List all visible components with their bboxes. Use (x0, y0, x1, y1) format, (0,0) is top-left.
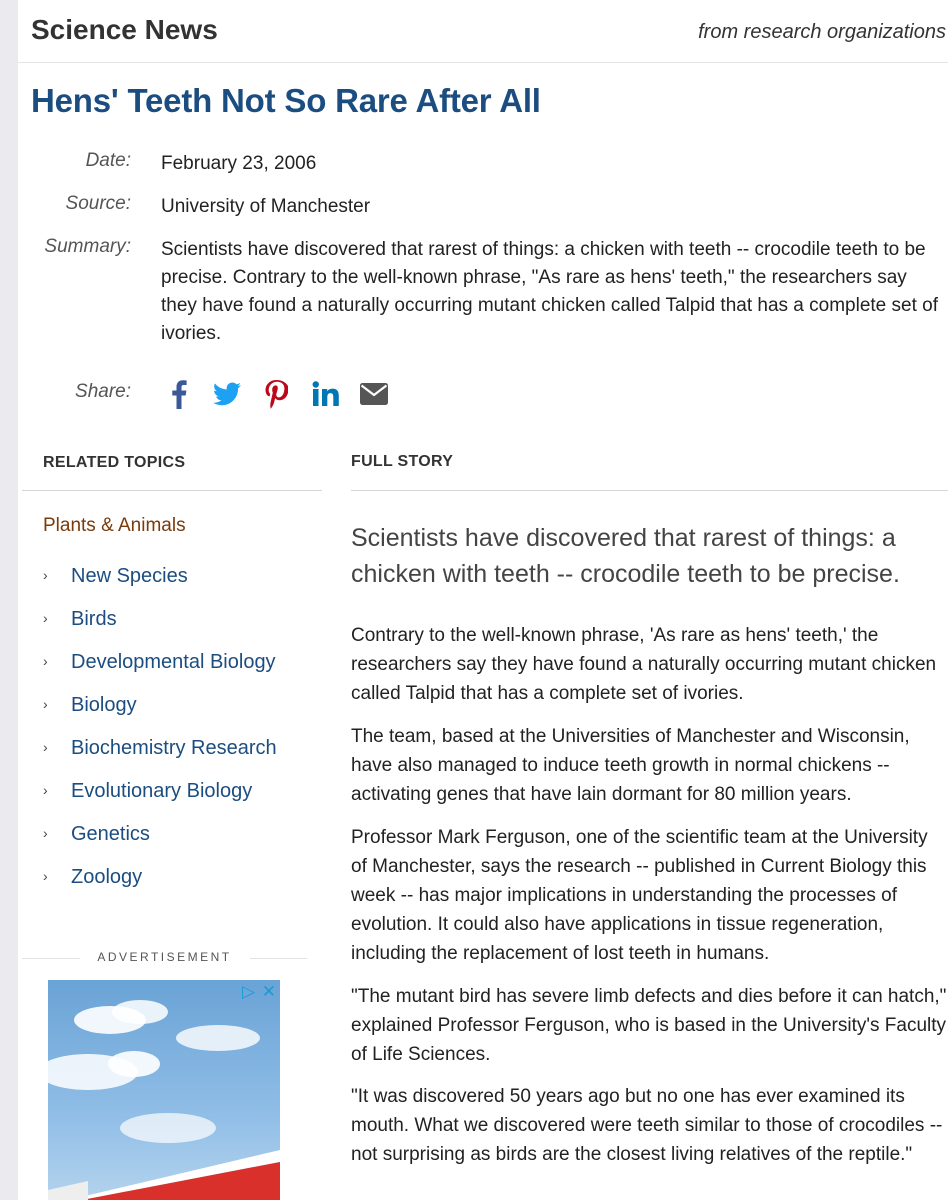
source-label: Source: (65, 193, 131, 214)
topic-item[interactable] (43, 778, 313, 808)
advertisement-label: ADVERTISEMENT (97, 950, 232, 964)
adchoices-icon[interactable]: ▷ (241, 982, 256, 1001)
ad-artwork (48, 980, 280, 1200)
chevron-right-icon: › (43, 653, 48, 669)
chevron-right-icon: › (43, 825, 48, 841)
site-brand[interactable]: Science News (31, 14, 218, 45)
story-paragraph: "It was discovered 50 years ago but no one has ever examined its mouth. What we discovered were teeth similar to those of crocodiles -- not surprising as birds are the closest living relatives of the reptile." (351, 1086, 943, 1165)
story-paragraph: Contrary to the well-known phrase, 'As rare as hens' teeth,' the researchers say they have found a naturally occurring mutant chicken called Talpid that has a complete set of ivories. (351, 625, 937, 704)
chevron-right-icon: › (43, 782, 48, 798)
story-paragraph: "The mutant bird has severe limb defects and dies before it can hatch," explained Professor Ferguson, who is based in the University's Faculty of Life Sciences. (351, 986, 947, 1065)
topic-item[interactable] (43, 735, 313, 765)
left-margin-strip (0, 0, 18, 1200)
twitter-icon[interactable] (211, 376, 243, 412)
facebook-icon[interactable] (165, 376, 193, 412)
related-topics-heading: RELATED TOPICS (43, 454, 186, 471)
summary-label: Summary: (44, 236, 131, 257)
topic-link[interactable]: Developmental Biology (71, 651, 276, 673)
chevron-right-icon: › (43, 696, 48, 712)
related-topics-divider (22, 490, 322, 491)
chevron-right-icon: › (43, 868, 48, 884)
topic-item[interactable] (43, 821, 313, 851)
topic-item[interactable] (43, 864, 313, 894)
topic-item[interactable] (43, 692, 313, 722)
full-story-heading: FULL STORY (351, 453, 454, 470)
date-value: February 23, 2006 (161, 153, 317, 174)
topic-link[interactable]: Genetics (71, 823, 150, 845)
story-paragraph: Professor Mark Ferguson, one of the scientific team at the University of Manchester, says the research -- published in Current Biology this week -- has major implications in understanding the processes of evolution. It could also have applications in tissue regeneration, including the replacement of lost teeth in humans. (351, 827, 928, 964)
linkedin-icon[interactable] (309, 376, 343, 412)
story-paragraph: The team, based at the Universities of Manchester and Wisconsin, have also managed to induce teeth growth in normal chickens -- activating genes that have lain dormant for 80 million years. (351, 726, 910, 805)
chevron-right-icon: › (43, 567, 48, 583)
pinterest-icon[interactable] (261, 376, 291, 412)
topic-item[interactable] (43, 649, 313, 679)
article-headline: Hens' Teeth Not So Rare After All (31, 82, 541, 119)
chevron-right-icon: › (43, 739, 48, 755)
site-tagline: from research organizations (698, 21, 946, 43)
header-divider (18, 62, 948, 63)
full-story-divider (351, 490, 948, 491)
topic-link[interactable]: Biology (71, 694, 137, 716)
topic-item[interactable] (43, 606, 313, 636)
topic-link[interactable]: Biochemistry Research (71, 737, 277, 759)
topic-link[interactable]: New Species (71, 565, 188, 587)
topic-item[interactable] (43, 563, 313, 593)
story-lead: Scientists have discovered that rarest of things: a chicken with teeth -- crocodile teeth to be precise. (351, 524, 900, 588)
date-label: Date: (85, 150, 131, 171)
topic-link[interactable]: Zoology (71, 866, 143, 888)
topic-link[interactable]: Evolutionary Biology (71, 780, 253, 802)
share-label: Share: (75, 381, 131, 402)
topic-link[interactable]: Birds (71, 608, 117, 630)
ad-controls (242, 982, 276, 1002)
ad-divider-right (250, 958, 307, 959)
chevron-right-icon: › (43, 610, 48, 626)
close-icon[interactable]: ✕ (261, 982, 276, 1001)
advertisement-image[interactable] (48, 980, 280, 1200)
source-value: University of Manchester (161, 196, 371, 217)
summary-text: Scientists have discovered that rarest of things: a chicken with teeth -- crocodile teeth to be precise. Contrary to the well-known phrase, "As rare as hens' teeth," the researchers say they have found a naturally occurring mutant chicken called Talpid that has a complete set of ivories. (161, 239, 938, 344)
advertisement-label-row (22, 950, 307, 966)
topic-category[interactable]: Plants & Animals (43, 515, 186, 536)
email-icon[interactable] (357, 376, 391, 412)
